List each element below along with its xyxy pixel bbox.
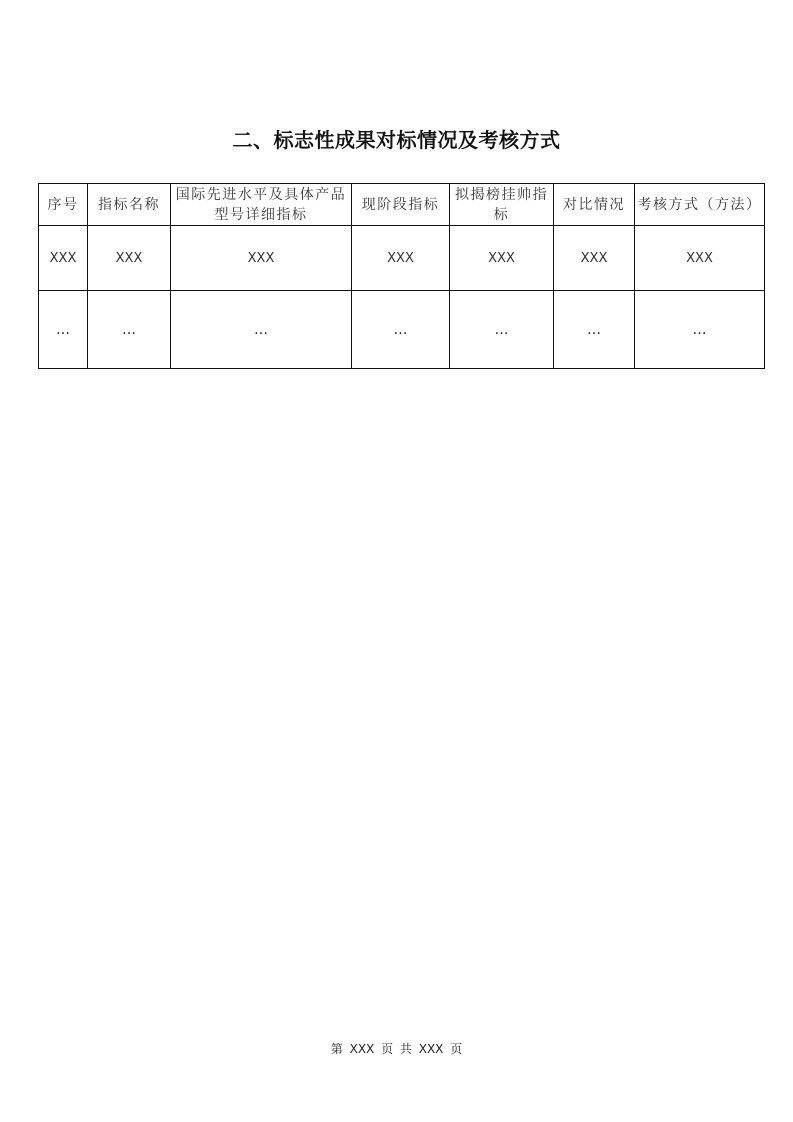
header-assessment-method: 考核方式（方法） bbox=[635, 184, 765, 226]
table-cell[interactable]: XXX bbox=[352, 226, 450, 291]
header-international-advanced-level: 国际先进水平及具体产品型号详细指标 bbox=[171, 184, 352, 226]
table-cell[interactable]: … bbox=[39, 291, 88, 369]
table-header-row bbox=[39, 184, 765, 226]
header-serial-number: 序号 bbox=[39, 184, 88, 226]
table-cell[interactable]: … bbox=[352, 291, 450, 369]
page-title: 二、标志性成果对标情况及考核方式 bbox=[232, 128, 561, 152]
table-cell[interactable]: XXX bbox=[171, 226, 352, 291]
table-row bbox=[39, 291, 765, 369]
table-cell[interactable]: … bbox=[171, 291, 352, 369]
table-cell[interactable]: XXX bbox=[88, 226, 171, 291]
header-target-indicator: 拟揭榜挂帅指标 bbox=[450, 184, 554, 226]
header-current-indicator: 现阶段指标 bbox=[352, 184, 450, 226]
table-cell[interactable]: … bbox=[450, 291, 554, 369]
table-cell[interactable]: XXX bbox=[450, 226, 554, 291]
page-footer: 第 XXX 页 共 XXX 页 bbox=[330, 1042, 463, 1056]
table-cell[interactable]: … bbox=[635, 291, 765, 369]
table-cell[interactable]: XXX bbox=[554, 226, 635, 291]
table-cell[interactable]: … bbox=[554, 291, 635, 369]
table-cell[interactable]: … bbox=[88, 291, 171, 369]
table-cell[interactable]: XXX bbox=[635, 226, 765, 291]
header-comparison: 对比情况 bbox=[554, 184, 635, 226]
benchmark-table bbox=[38, 183, 765, 369]
header-indicator-name: 指标名称 bbox=[88, 184, 171, 226]
table-cell[interactable]: XXX bbox=[39, 226, 88, 291]
table-row bbox=[39, 226, 765, 291]
benchmark-table-container bbox=[38, 183, 764, 369]
